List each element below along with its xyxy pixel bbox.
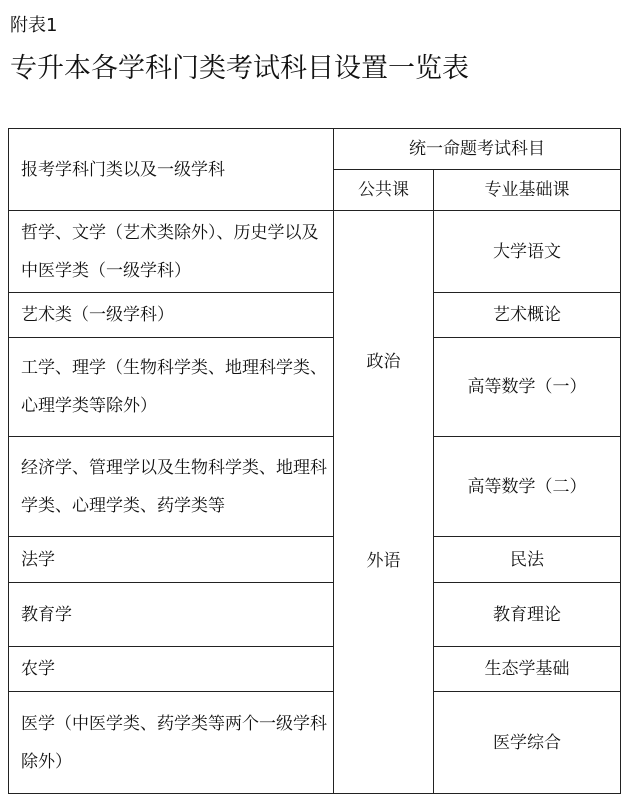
- subject-cell: 艺术概论: [434, 293, 621, 338]
- category-cell: 艺术类（一级学科）: [9, 293, 334, 338]
- category-cell: 经济学、管理学以及生物科学类、地理科学类、心理学类、药学类等: [9, 437, 334, 537]
- table-row: [9, 583, 621, 647]
- attachment-label: 附表1: [10, 15, 58, 36]
- category-cell: 哲学、文学（艺术类除外）、历史学以及中医学类（一级学科）: [9, 211, 334, 293]
- category-cell: 教育学: [9, 583, 334, 647]
- table-row: [9, 437, 621, 537]
- subject-cell: 医学综合: [434, 692, 621, 794]
- public-course-header: 公共课: [334, 170, 434, 211]
- category-header: 报考学科门类以及一级学科: [9, 129, 334, 211]
- table-row: [9, 692, 621, 794]
- subject-cell: 民法: [434, 537, 621, 583]
- table-row: [9, 293, 621, 338]
- subject-cell: 教育理论: [434, 583, 621, 647]
- foreign-language-label: 外语: [366, 551, 401, 571]
- table-row: [9, 338, 621, 437]
- table-row: [9, 537, 621, 583]
- subject-cell: 大学语文: [434, 211, 621, 293]
- category-cell: 工学、理学（生物科学类、地理科学类、心理学类等除外）: [9, 338, 334, 437]
- public-course-cell: [334, 211, 434, 794]
- subject-cell: 高等数学（二）: [434, 437, 621, 537]
- category-cell: 农学: [9, 647, 334, 692]
- table-row: [9, 211, 621, 293]
- category-cell: 医学（中医学类、药学类等两个一级学科除外）: [9, 692, 334, 794]
- exam-subjects-header: 统一命题考试科目: [334, 129, 621, 170]
- subject-cell: 生态学基础: [434, 647, 621, 692]
- subject-cell: 高等数学（一）: [434, 338, 621, 437]
- major-course-header: 专业基础课: [434, 170, 621, 211]
- page-title: 专升本各学科门类考试科目设置一览表: [10, 53, 469, 84]
- table-row: [9, 647, 621, 692]
- exam-subjects-table: [8, 128, 621, 794]
- category-cell: 法学: [9, 537, 334, 583]
- politics-label: 政治: [366, 352, 401, 372]
